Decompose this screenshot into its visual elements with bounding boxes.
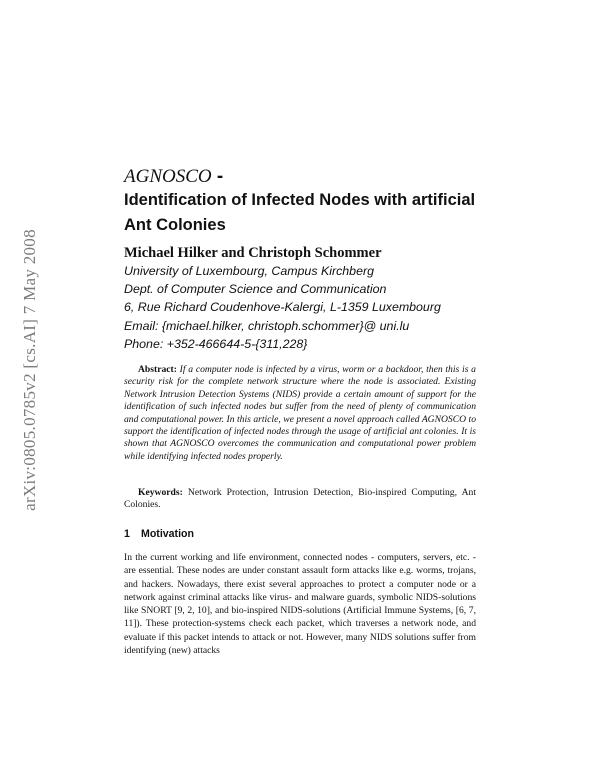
section-title: Motivation (141, 528, 194, 540)
abstract-text: If a computer node is infected by a virus, worm or a backdoor, then this is a security risk for the complete network structure where the node is associated. Existing Network Intrusion Detection Systems (NIDS) provide a certain amount of support for the identification of such infected nodes but suffer from the need of plenty of communication and computational power. In this article, we present a novel approach called AGNOSCO to support the identification of infected nodes through the usage of artificial ant colonies. It is shown that AGNOSCO overcomes the communication and computational power problem while identifying infected nodes properly. (124, 364, 476, 462)
affiliation-university: University of Luxembourg, Campus Kirchberg (124, 264, 374, 278)
keywords-text: Network Protection, Intrusion Detection, Bio-inspired Computing, Ant Colonies. (124, 487, 476, 511)
paper-title (124, 166, 524, 238)
section-paragraph: In the current working and life environment, connected nodes - computers, servers, etc. - are essential. These nodes are under constant assault form attacks like e.g. worms, trojans, and hackers. Nowadays, there exist several approaches to protect a computer node or a network against criminal attacks like virus- and malware guards, symbolic NIDS-solutions like SNORT [9, 2, 10], and bio-inspired NIDS-solutions (Artificial Immune Systems, [6, 7, 11]). These protection-systems check each packet, which traverses a network node, and evaluate if this packet intends to attack or not. However, many NIDS solutions suffer from identifying (new) attacks (124, 552, 476, 657)
author-names: Michael Hilker and Christoph Schommer (124, 245, 382, 261)
affiliation-department: Dept. of Computer Science and Communication (124, 282, 387, 297)
section-heading (124, 527, 194, 541)
affiliation-phone: Phone: +352-466644-5-{311,228} (124, 336, 308, 351)
title-line-2: Identification of Infected Nodes with artificial (124, 191, 476, 209)
title-acronym: AGNOSCO (124, 166, 212, 187)
keywords (124, 487, 476, 512)
title-separator: - (211, 166, 224, 187)
section-number: 1 (124, 528, 130, 540)
arxiv-identifier: arXiv:0805.0785v2 [cs.AI] 7 May 2008 (20, 229, 39, 511)
abstract (124, 364, 476, 463)
affiliation-email: Email: {michael.hilker, christoph.schommer}@ uni.lu (124, 318, 410, 333)
affiliation-address: 6, Rue Richard Coudenhove-Kalergi, L-1359 Luxembourg (124, 300, 441, 315)
title-line-1 (124, 166, 524, 188)
keywords-label: Keywords: (138, 487, 183, 498)
affiliation-block (124, 262, 484, 353)
abstract-label: Abstract: (138, 364, 177, 375)
title-line-3: Ant Colonies (124, 216, 226, 234)
